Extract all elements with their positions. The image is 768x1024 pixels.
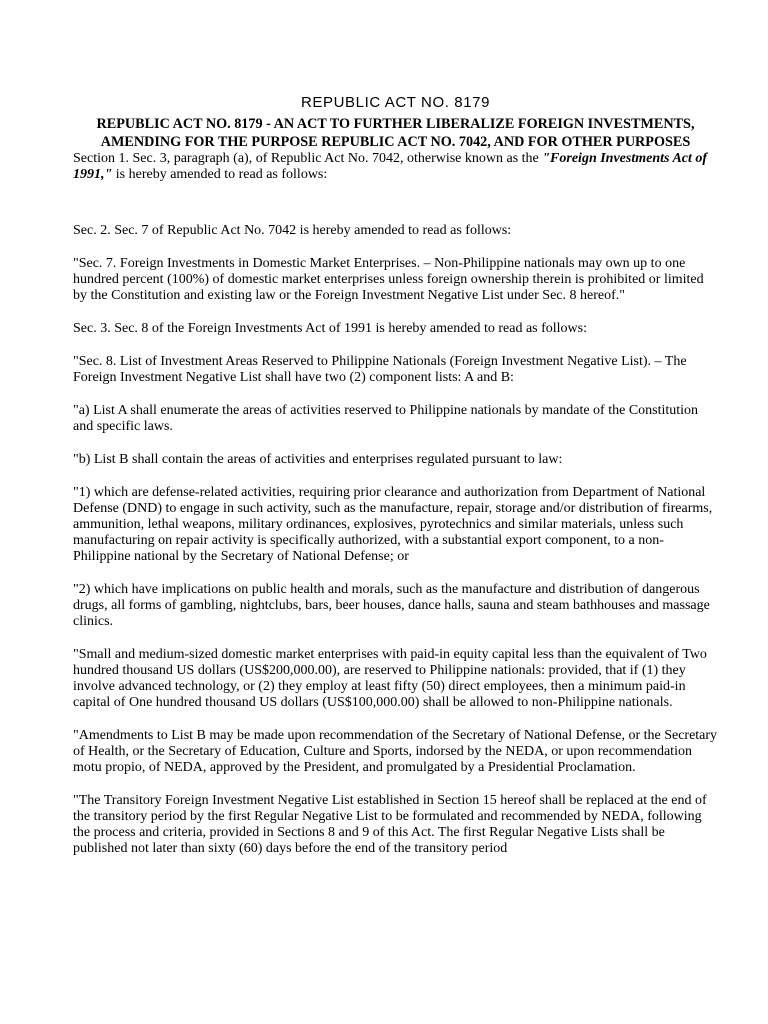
list-b-paragraph: "b) List B shall contain the areas of activities and enterprises regulated pursuant to law:	[73, 452, 563, 467]
amendments-paragraph: "Amendments to List B may be made upon recommendation of the Secretary of National Defense, or the Secretary of Health, or the Secretary of Education, Culture and Sports, indorsed by the NEDA, or upon recommendation motu propio, of NEDA, approved by the President, and promulgated by a Presidential Proclamation.	[73, 728, 718, 775]
document-title: REPUBLIC ACT NO. 8179	[300, 94, 491, 111]
item-2-paragraph: "2) which have implications on public health and morals, such as the manufacture and distribution of dangerous drugs, all forms of gambling, nightclubs, bars, beer houses, dance halls, sauna and steam bathhouses and massage clinics.	[73, 582, 710, 629]
subtitle-line-2: AMENDING FOR THE PURPOSE REPUBLIC ACT NO. 7042, AND FOR OTHER PURPOSES	[100, 134, 691, 150]
transitory-list-paragraph: "The Transitory Foreign Investment Negative List established in Section 15 hereof shall be replaced at the end of the transitory period by the first Regular Negative List to be formulated and recommended by NEDA, following the process and criteria, provided in Sections 8 and 9 of this Act. The first Regular Negative Lists shall be published not later than sixty (60) days before the end of the transitory period	[73, 793, 707, 856]
section-1-suffix: is hereby amended to read as follows:	[112, 167, 328, 182]
section-2-paragraph: Sec. 2. Sec. 7 of Republic Act No. 7042 is hereby amended to read as follows:	[73, 223, 512, 238]
act-title-emphasis: "Foreign Investments Act of 1991,"	[73, 151, 708, 182]
small-medium-enterprises-paragraph: "Small and medium-sized domestic market enterprises with paid-in equity capital less than the equivalent of Two hundred thousand US dollars (US$200,000.00), are reserved to Philippine nationals: provided, that if (1) they involve advanced technology, or (2) they employ at least fifty (50) direct employees, then a minimum paid-in capital of One hundred thousand US dollars (US$100,000.00) shall be allowed to non-Philippine nationals.	[73, 647, 707, 710]
section-1-prefix: Section 1. Sec. 3, paragraph (a), of Republic Act No. 7042, otherwise known as the	[73, 151, 543, 166]
document-subtitle	[73, 115, 718, 151]
section-1-paragraph	[73, 151, 718, 183]
subtitle-line-1: REPUBLIC ACT NO. 8179 - AN ACT TO FURTHER LIBERALIZE FOREIGN INVESTMENTS,	[96, 116, 695, 132]
document-page	[73, 94, 718, 857]
list-a-paragraph: "a) List A shall enumerate the areas of activities reserved to Philippine nationals by mandate of the Constitution and specific laws.	[73, 403, 699, 434]
sec-8-paragraph: "Sec. 8. List of Investment Areas Reserved to Philippine Nationals (Foreign Investment Negative List). – The Foreign Investment Negative List shall have two (2) component lists: A and B:	[73, 354, 687, 385]
section-3-paragraph: Sec. 3. Sec. 8 of the Foreign Investments Act of 1991 is hereby amended to read as follows:	[73, 321, 587, 336]
sec-7-paragraph: "Sec. 7. Foreign Investments in Domestic Market Enterprises. – Non-Philippine nationals may own up to one hundred percent (100%) of domestic market enterprises unless foreign ownership therein is prohibited or limited by the Constitution and existing law or the Foreign Investment Negative List under Sec. 8 hereof."	[73, 256, 704, 303]
item-1-paragraph: "1) which are defense-related activities, requiring prior clearance and authorization from Department of National Defense (DND) to engage in such activity, such as the manufacture, repair, storage and/or distribution of firearms, ammunition, lethal weapons, military ordinances, explosives, pyrotechnics and similar materials, unless such manufacturing on repair activity is specifically authorized, with a substantial export component, to a non-Philippine national by the Secretary of National Defense; or	[73, 485, 713, 564]
